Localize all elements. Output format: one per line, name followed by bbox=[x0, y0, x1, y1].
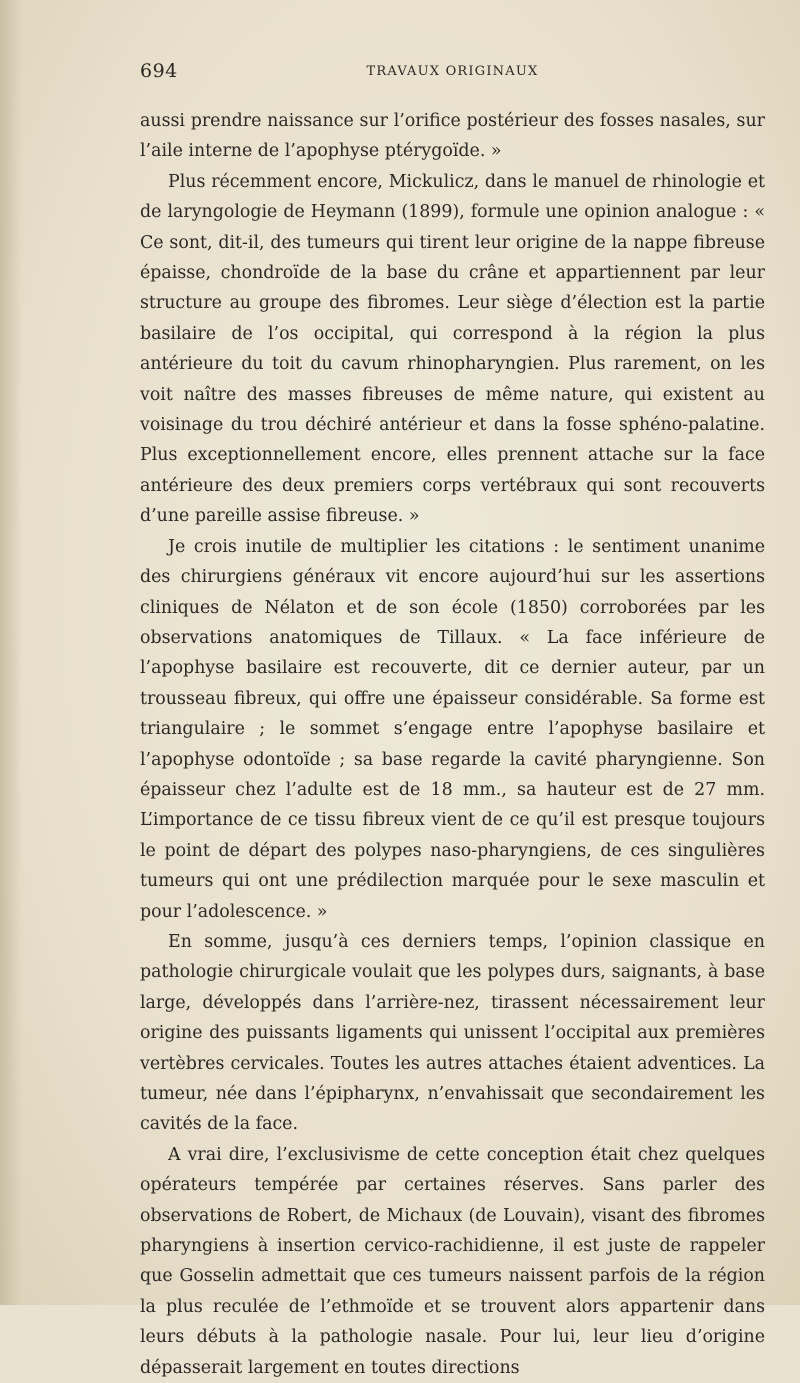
paragraph-a-vrai-dire: A vrai dire, l’exclusivisme de cette conception était chez quelques opérateurs tempérée par certaines réserves. Sans parler des observations de Robert, de Michaux (de Louvain), visant des fibromes pharyngiens à insertion cervico-rachidienne, il est juste de rappeler que Gosselin admettait que ces tumeurs naissent parfois de la région la plus reculée de l’ethmoïde et se trouvent alors appartenir dans leurs débuts à la pathologie nasale. Pour lui, leur lieu d’origine dépasserait largement en toutes directions bbox=[140, 1144, 765, 1378]
paragraph-continuation: aussi prendre naissance sur l’orifice postérieur des fosses nasales, sur l’aile interne de l’apophyse ptérygoïde. » bbox=[140, 111, 765, 162]
paragraph-mickulicz: Plus récemment encore, Mickulicz, dans le manuel de rhinologie et de laryngologie de Heymann (1899), formule une opinion analogue : « Ce sont, dit-il, des tumeurs qui tirent leur origine de la nappe fibreuse épaisse, chondroïde de la base du crâne et appartiennent par leur structure au groupe des fibromes. Leur siège d’élection est la partie basilaire de l’os occipital, qui correspond à la région la plus antérieure du toit du cavum rhinopharyngien. Plus rarement, on les voit naître des masses fibreuses de même nature, qui existent au voisinage du trou déchiré antérieur et dans la fosse sphéno-palatine. Plus exceptionnellement encore, elles prennent attache sur la face antérieure des deux premiers corps vertébraux qui sont recouverts d’une pareille assise fibreuse. » bbox=[140, 171, 765, 527]
page-binding-shadow bbox=[0, 0, 22, 1305]
paragraph-en-somme: En somme, jusqu’à ces derniers temps, l’opinion classique en pathologie chirurgicale voulait que les polypes durs, saignants, à base large, développés dans l’arrière-nez, tirassent nécessairement leur origine des puissants ligaments qui unissent l’occipital aux premières vertèbres cervicales. Toutes les autres attaches étaient adventices. La tumeur, née dans l’épipharynx, n’envahissait que secondairement les cavités de la face. bbox=[140, 931, 765, 1135]
page-header bbox=[140, 60, 765, 84]
paragraph-citations: Je crois inutile de multiplier les citations : le sentiment unanime des chirurgiens généraux vit encore aujourd’hui sur les assertions cliniques de Nélaton et de son école (1850) corroborées par les observations anatomiques de Tillaux. « La face inférieure de l’apophyse basilaire est recouverte, dit ce dernier auteur, par un trousseau fibreux, qui offre une épaisseur considérable. Sa forme est triangulaire ; le sommet s’engage entre l’apophyse basilaire et l’apophyse odontoïde ; sa base regarde la cavité pharyngienne. Son épaisseur chez l’adulte est de 18 mm., sa hauteur est de 27 mm. L’importance de ce tissu fibreux vient de ce qu’il est presque toujours le point de départ des polypes naso-pharyngiens, de ces singulières tumeurs qui ont une prédilection marquée pour le sexe masculin et pour l’adolescence. » bbox=[140, 536, 765, 922]
page-number: 694 bbox=[140, 60, 178, 82]
body-text bbox=[140, 106, 765, 1383]
running-title: TRAVAUX ORIGINAUX bbox=[366, 64, 539, 79]
